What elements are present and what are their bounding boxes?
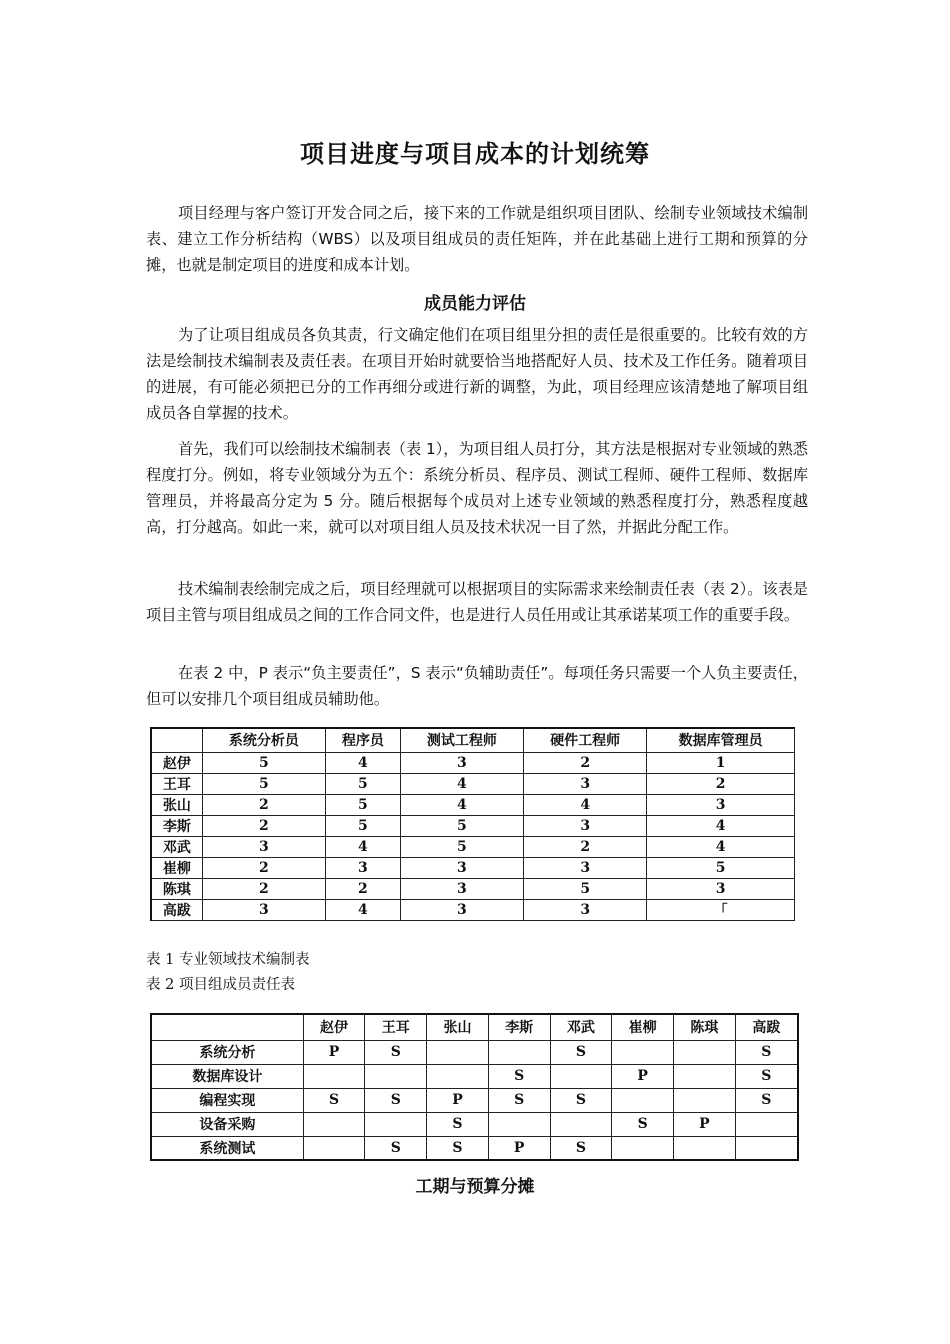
table-cell: S [303, 1088, 365, 1112]
row-label-cell: 崔柳 [151, 857, 202, 878]
row-label-cell: 李斯 [151, 815, 202, 836]
table-cell: S [488, 1064, 550, 1088]
table-cell: S [365, 1088, 427, 1112]
table-header-cell: 崔柳 [612, 1014, 674, 1040]
table-row [151, 815, 795, 836]
row-label-cell: 赵伊 [151, 752, 202, 773]
table-cell: 5 [202, 773, 325, 794]
table-row [151, 1136, 798, 1160]
table-cell [427, 1040, 489, 1064]
table-cell: 1 [647, 752, 795, 773]
table-header-row [151, 1014, 798, 1040]
paragraph-p-s-legend: 在表 2 中，P 表示“负主要责任”，S 表示“负辅助责任”。每项任务只需要一个人负主要责任，但可以安排几个项目组成员辅助他。 [146, 664, 808, 708]
table-cell: 2 [524, 836, 647, 857]
table-cell: 2 [524, 752, 647, 773]
table-cell [365, 1112, 427, 1136]
table-cell: 3 [647, 794, 795, 815]
table-row [151, 836, 795, 857]
table-cell: S [612, 1112, 674, 1136]
table-cell: S [735, 1088, 798, 1112]
page-title: 项目进度与项目成本的计划统筹 [300, 140, 650, 168]
table-row [151, 899, 795, 920]
table-cell: S [427, 1112, 489, 1136]
table-cell [735, 1112, 798, 1136]
table-cell: 4 [326, 836, 401, 857]
table-cell: 3 [400, 752, 523, 773]
table-cell: S [365, 1136, 427, 1160]
table-cell [673, 1040, 735, 1064]
table-cell: 5 [647, 857, 795, 878]
paragraph-skill-table: 首先，我们可以绘制技术编制表（表 1），为项目组人员打分，其方法是根据对专业领域的熟悉程度打分。例如，将专业领域分为五个：系统分析员、程序员、测试工程师、硬件工程师、数据库管理员，并将最高分定为 5 分。随后根据每个成员对上述专业领域的熟悉程度打分，熟悉程度越高，打分越高。如此一来，就可以对项目组人员及技术状况一目了然，并据此分配工作。 [146, 440, 808, 536]
table-row [151, 857, 795, 878]
table-cell [427, 1064, 489, 1088]
table-cell: 3 [400, 857, 523, 878]
table-header-cell [151, 1014, 303, 1040]
table-cell: P [612, 1064, 674, 1088]
table-cell: 5 [326, 794, 401, 815]
table-cell: 2 [202, 857, 325, 878]
row-label-cell: 编程实现 [151, 1088, 303, 1112]
table-cell: 3 [524, 815, 647, 836]
table-cell: 4 [647, 815, 795, 836]
table-cell [735, 1136, 798, 1160]
table1-caption: 表 1 专业领域技术编制表 [146, 952, 310, 968]
table-header-cell: 硬件工程师 [524, 728, 647, 752]
table-cell [673, 1088, 735, 1112]
table-cell: S [735, 1040, 798, 1064]
table-header-cell: 李斯 [488, 1014, 550, 1040]
section-heading-member-assessment: 成员能力评估 [424, 294, 526, 314]
table-header-cell: 邓武 [550, 1014, 612, 1040]
table-cell [365, 1064, 427, 1088]
table-header-cell: 数据库管理员 [647, 728, 795, 752]
table-cell [303, 1136, 365, 1160]
table-cell: S [550, 1040, 612, 1064]
row-label-cell: 邓武 [151, 836, 202, 857]
table-cell: 4 [647, 836, 795, 857]
table-cell: 3 [400, 899, 523, 920]
table-header-cell: 系统分析员 [202, 728, 325, 752]
table-cell: S [735, 1064, 798, 1088]
row-label-cell: 数据库设计 [151, 1064, 303, 1088]
table-cell: 2 [647, 773, 795, 794]
table-header-cell: 高跋 [735, 1014, 798, 1040]
table-cell: 4 [524, 794, 647, 815]
table-cell: S [365, 1040, 427, 1064]
table-row [151, 1112, 798, 1136]
table-cell: 5 [400, 836, 523, 857]
table-cell [550, 1112, 612, 1136]
section-heading-schedule-budget: 工期与预算分摊 [415, 1177, 535, 1197]
table-cell: S [550, 1088, 612, 1112]
table-cell: S [488, 1088, 550, 1112]
table-cell: P [673, 1112, 735, 1136]
table-cell: 3 [524, 899, 647, 920]
table-header-cell: 程序员 [326, 728, 401, 752]
responsibility-table [150, 1013, 799, 1161]
table-cell: P [427, 1088, 489, 1112]
table-cell [612, 1136, 674, 1160]
paragraph-responsibility: 为了让项目组成员各负其责，行文确定他们在项目组里分担的责任是很重要的。比较有效的方法是绘制技术编制表及责任表。在项目开始时就要恰当地搭配好人员、技术及工作任务。随着项目的进展，有可能必须把已分的工作再细分或进行新的调整，为此，项目经理应该清楚地了解项目组成员各自掌握的技术。 [146, 326, 808, 422]
table-cell [488, 1112, 550, 1136]
table-header-cell: 王耳 [365, 1014, 427, 1040]
table-cell [612, 1088, 674, 1112]
row-label-cell: 王耳 [151, 773, 202, 794]
table-cell [612, 1040, 674, 1064]
table-cell: 4 [400, 773, 523, 794]
table-cell: 5 [524, 878, 647, 899]
table-cell: 4 [326, 752, 401, 773]
table-cell: 2 [202, 878, 325, 899]
table-cell: 5 [326, 815, 401, 836]
row-label-cell: 系统分析 [151, 1040, 303, 1064]
row-label-cell: 设备采购 [151, 1112, 303, 1136]
table-cell [303, 1064, 365, 1088]
row-label-cell: 张山 [151, 794, 202, 815]
table-cell: 5 [202, 752, 325, 773]
table2-caption: 表 2 项目组成员责任表 [146, 977, 295, 993]
table-cell: 3 [202, 836, 325, 857]
table-cell: 4 [400, 794, 523, 815]
table-row [151, 773, 795, 794]
table-row [151, 1088, 798, 1112]
table-cell: 4 [326, 899, 401, 920]
table-cell: S [427, 1136, 489, 1160]
table-cell: P [303, 1040, 365, 1064]
table-cell: P [488, 1136, 550, 1160]
table-header-row [151, 728, 795, 752]
table-cell [550, 1064, 612, 1088]
table-cell [488, 1040, 550, 1064]
table-cell: 2 [326, 878, 401, 899]
table-row [151, 794, 795, 815]
paragraph-intro: 项目经理与客户签订开发合同之后，接下来的工作就是组织项目团队、绘制专业领域技术编制表、建立工作分析结构（WBS）以及项目组成员的责任矩阵，并在此基础上进行工期和预算的分摊，也就是制定项目的进度和成本计划。 [146, 204, 808, 274]
row-label-cell: 陈琪 [151, 878, 202, 899]
table-cell [673, 1064, 735, 1088]
table-cell: 3 [400, 878, 523, 899]
table-header-cell: 陈琪 [673, 1014, 735, 1040]
table-cell: 5 [400, 815, 523, 836]
table-cell: 5 [326, 773, 401, 794]
table-cell [673, 1136, 735, 1160]
table-row [151, 878, 795, 899]
table-cell: 「 [647, 899, 795, 920]
table-cell: 3 [326, 857, 401, 878]
table-cell: 3 [524, 773, 647, 794]
table-row [151, 752, 795, 773]
skill-table [150, 727, 795, 921]
table-cell: 2 [202, 815, 325, 836]
paragraph-responsibility-table: 技术编制表绘制完成之后，项目经理就可以根据项目的实际需求来绘制责任表（表 2）。该表是项目主管与项目组成员之间的工作合同文件，也是进行人员任用或让其承诺某项工作的重要手段。 [146, 580, 808, 624]
table-row [151, 1064, 798, 1088]
row-label-cell: 高跋 [151, 899, 202, 920]
table-header-cell: 测试工程师 [400, 728, 523, 752]
row-label-cell: 系统测试 [151, 1136, 303, 1160]
table-header-cell [151, 728, 202, 752]
table-cell: 3 [647, 878, 795, 899]
table-header-cell: 赵伊 [303, 1014, 365, 1040]
table-header-cell: 张山 [427, 1014, 489, 1040]
table-row [151, 1040, 798, 1064]
table-cell: S [550, 1136, 612, 1160]
table-cell: 3 [524, 857, 647, 878]
table-cell: 3 [202, 899, 325, 920]
table-cell: 2 [202, 794, 325, 815]
table-cell [303, 1112, 365, 1136]
